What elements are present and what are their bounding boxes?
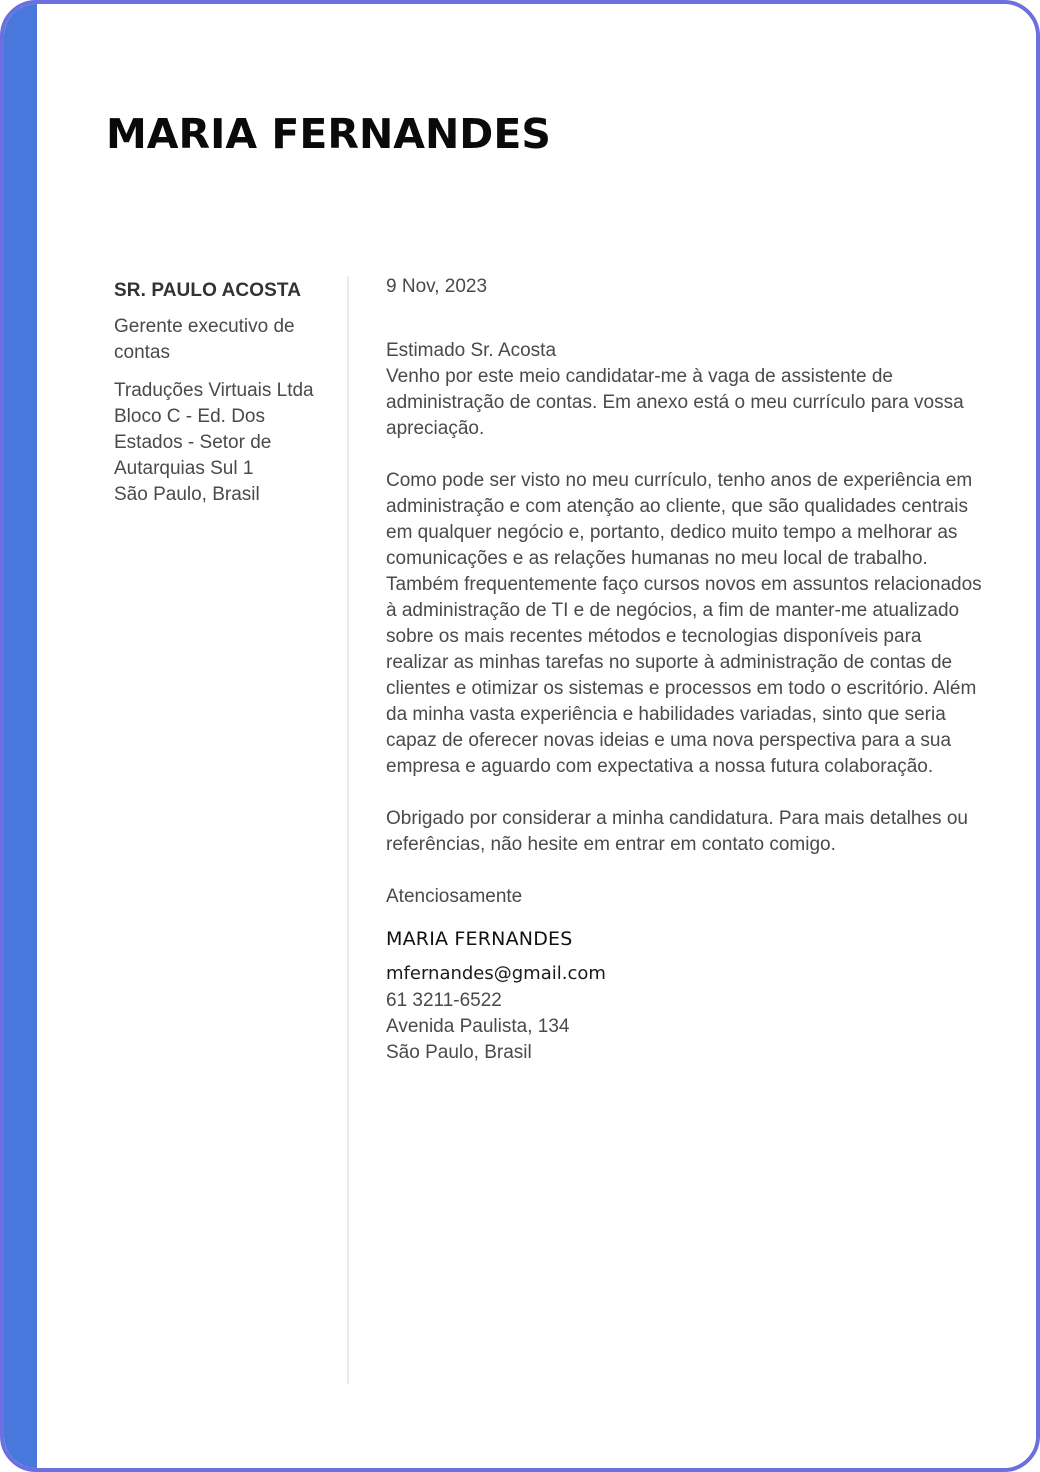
signature-city: São Paulo, Brasil: [386, 1042, 532, 1063]
left-accent-stripe: [4, 4, 37, 1468]
page-title: MARIA FERNANDES: [106, 110, 551, 158]
letter-paragraph: Obrigado por considerar a minha candidatura. Para mais detalhes ou referências, não hesite em entrar em contato comigo.: [386, 808, 968, 855]
recipient-role: Gerente executivo de contas: [114, 316, 295, 363]
letter-greeting: Estimado Sr. Acosta: [386, 340, 557, 361]
letter-body: [386, 274, 986, 1066]
letter-paragraph: Venho por este meio candidatar-me à vaga de assistente de administração de contas. Em anexo está o meu currículo para vossa apreciação.: [386, 366, 964, 439]
recipient-name: SR. PAULO ACOSTA: [114, 280, 302, 301]
letter-date: 9 Nov, 2023: [386, 276, 488, 297]
recipient-company: Traduções Virtuais Ltda: [114, 380, 314, 401]
signature-phone: 61 3211-6522: [386, 990, 502, 1011]
letter-paragraph: Como pode ser visto no meu currículo, tenho anos de experiência em administração e com atenção ao cliente, que são qualidades centrais em qualquer negócio e, portanto, dedico muito tempo a melhorar as comunicações e as relações humanas no meu local de trabalho. Também frequentemente faço cursos novos em assuntos relacionados à administração de TI e de negócios, a fim de manter-me atualizado sobre os mais recentes métodos e tecnologias disponíveis para realizar as minhas tarefas no suporte à administração de contas de clientes e otimizar os sistemas e processos em todo o escritório. Além da minha vasta experiência e habilidades variadas, sinto que seria capaz de oferecer novas ideias e uma nova perspectiva para a sua empresa e aguardo com expectativa a nossa futura colaboração.: [386, 470, 982, 777]
signature-name: MARIA FERNANDES: [386, 928, 573, 950]
recipient-block: [114, 278, 329, 508]
recipient-city: São Paulo, Brasil: [114, 484, 260, 505]
letter-closing: Atenciosamente: [386, 886, 523, 907]
signature-address: Avenida Paulista, 134: [386, 1016, 570, 1037]
recipient-address: Bloco C - Ed. Dos Estados - Setor de Autarquias Sul 1: [114, 406, 272, 479]
signature-email[interactable]: mfernandes@gmail.com: [386, 963, 606, 984]
letter-page: [37, 4, 1036, 1468]
column-divider: [347, 276, 349, 1384]
